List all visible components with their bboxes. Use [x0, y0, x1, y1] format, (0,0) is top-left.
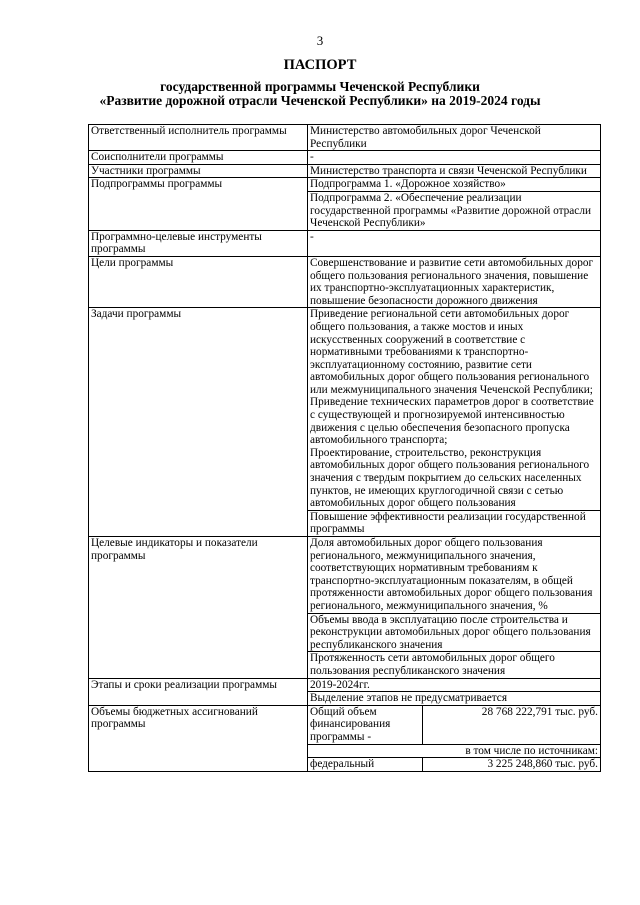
task-1: Приведение региональной сети автомобильных дорог общего пользования, а также мостов и иных искусственных сооружений в соответствие с нормативными требованиями к транспортно-эксплуатационному состоянию, развитие сети автомобильных дорог общего пользования регионального или межмуниципального значения Чеченской Республики; [310, 308, 593, 396]
row-value [308, 537, 601, 679]
row-label: Задачи программы [89, 308, 308, 537]
table-row [89, 164, 601, 178]
row-value: Совершенствование и развитие сети автомобильных дорог общего пользования регионального значения, повышение их транспортно-эксплуатационных характеристик, повышение безопасности дорожного движения [308, 256, 601, 307]
total-label: Общий объем финансирования программы - [308, 705, 423, 744]
row-value [308, 308, 601, 537]
table-row [89, 678, 601, 705]
row-label: Соисполнители программы [89, 151, 308, 165]
page-number: 3 [316, 33, 324, 48]
subprogram-2: Подпрограмма 2. «Обеспечение реализации государственной программы «Развитие дорожной отрасли Чеченской Республики» [308, 191, 600, 230]
table-row [89, 125, 601, 151]
table-row [89, 308, 601, 537]
sources-label: в том числе по источникам: [308, 744, 601, 758]
row-value [308, 178, 601, 230]
federal-label: федеральный [308, 758, 423, 772]
federal-value: 3 225 248,860 тыс. руб. [423, 758, 601, 772]
document-title [0, 58, 640, 108]
row-label: Ответственный исполнитель программы [89, 125, 308, 151]
table-row [89, 537, 601, 679]
row-value: - [308, 230, 601, 256]
table-row [89, 705, 601, 771]
row-value: - [308, 151, 601, 165]
row-value: Министерство транспорта и связи Чеченской Республики [308, 164, 601, 178]
title-passport: ПАСПОРТ [283, 57, 357, 73]
table-row [89, 256, 601, 307]
indicator-2: Объемы ввода в эксплуатацию после строительства и реконструкции автомобильных дорог общего пользования республиканского значения [308, 613, 600, 652]
row-value [308, 678, 601, 705]
table-row [308, 758, 601, 772]
row-label: Цели программы [89, 256, 308, 307]
budget-cell [308, 705, 601, 771]
row-label: Программно-целевые инструменты программы [89, 230, 308, 256]
table-row [89, 178, 601, 230]
subprogram-1: Подпрограмма 1. «Дорожное хозяйство» [310, 178, 506, 191]
task-2: Приведение технических параметров дорог в соответствие с существующей и прогнозируемой интенсивностью движения с целью обеспечения безопасного пропуска автомобильного транспорта; [310, 396, 594, 447]
task-4: Повышение эффективности реализации государственной программы [308, 510, 600, 536]
title-program-name: «Развитие дорожной отрасли Чеченской Республики» на 2019-2024 годы [99, 93, 541, 108]
table-row [89, 230, 601, 256]
row-value: Министерство автомобильных дорог Чеченской Республики [308, 125, 601, 151]
indicator-3: Протяженность сети автомобильных дорог общего пользования республиканского значения [308, 651, 600, 677]
task-3: Проектирование, строительство, реконструкция автомобильных дорог общего пользования регионального значения с твердым покрытием до сельских населенных пунктов, не имеющих круглогодичной связи с сетью автомобильных дорог общего пользования [310, 446, 590, 510]
row-label: Объемы бюджетных ассигнований программы [89, 705, 308, 771]
row-label: Подпрограммы программы [89, 178, 308, 230]
row-label: Целевые индикаторы и показатели программы [89, 537, 308, 679]
stages-note: Выделение этапов не предусматривается [308, 691, 600, 705]
table-row [308, 705, 601, 744]
row-label: Участники программы [89, 164, 308, 178]
row-label: Этапы и сроки реализации программы [89, 678, 308, 705]
indicator-1: Доля автомобильных дорог общего пользования регионального, межмуниципального значения, соответствующих нормативным требованиям к транспортно-эксплуатационным показателям, в общей протяженности автомобильных дорог общего пользования регионального, межмуниципального значения, % [310, 537, 593, 612]
budget-table [307, 705, 601, 772]
table-row [89, 151, 601, 165]
total-value: 28 768 222,791 тыс. руб. [423, 705, 601, 744]
title-program: государственной программы Чеченской Республики [160, 79, 480, 94]
passport-table [88, 124, 601, 772]
table-row [308, 744, 601, 758]
stages-years: 2019-2024гг. [310, 678, 370, 691]
